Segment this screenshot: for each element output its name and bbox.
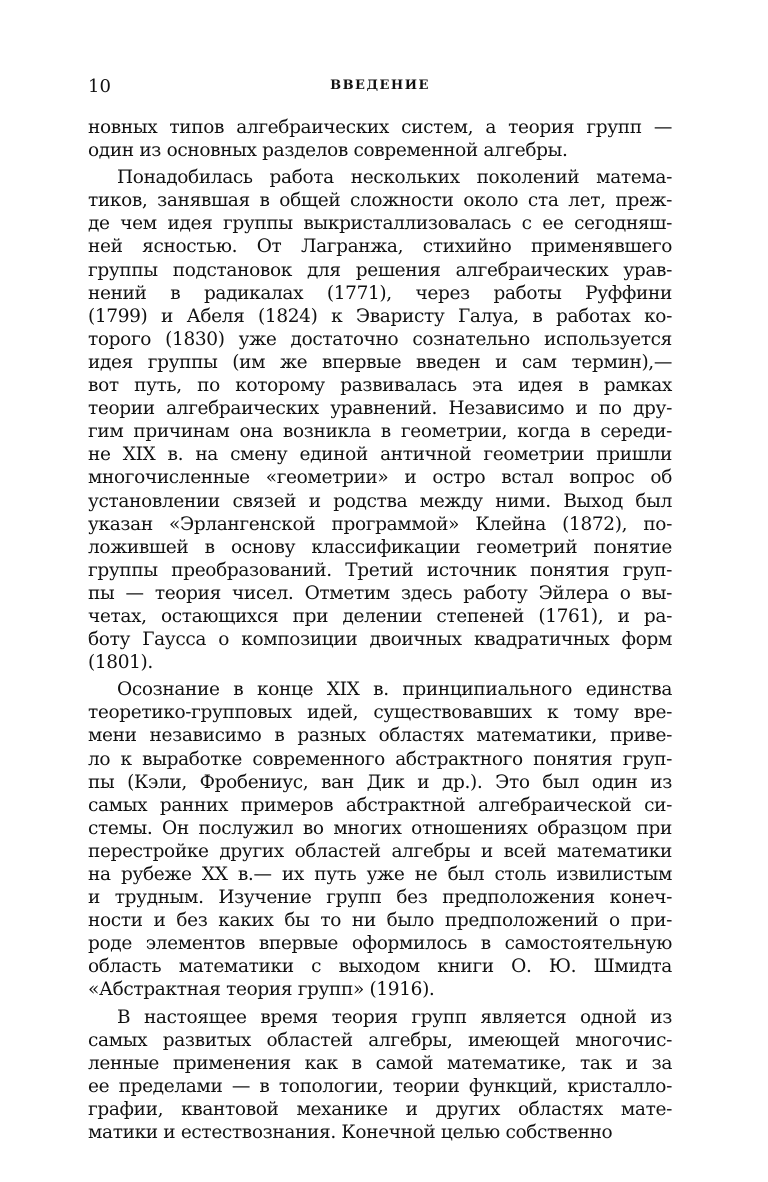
- text-line: ее пределами — в топологии, теории функций, кристалло-: [88, 1075, 672, 1097]
- text-line: стемы. Он послужил во многих отношениях образцом при: [88, 817, 672, 839]
- text-line: группы преобразований. Третий источник понятия груп-: [88, 559, 672, 581]
- text-line: тиков, занявшая в общей сложности около ста лет, преж-: [88, 190, 672, 212]
- text-line: матики и естествознания. Конечной целью собственно: [88, 1122, 613, 1144]
- paragraph: [88, 1006, 672, 1145]
- text-line: ней ясностью. От Лагранжа, стихийно применявшего: [88, 236, 672, 258]
- text-line: Понадобилась работа нескольких поколений матема-: [117, 167, 672, 189]
- paragraph: [88, 116, 672, 162]
- page-number: 10: [88, 76, 111, 97]
- text-line: нений в радикалах (1771), через работы Руффини: [88, 282, 672, 304]
- text-line: самых развитых областей алгебры, имеющей многочис-: [88, 1029, 672, 1051]
- paragraph: [88, 166, 672, 674]
- text-line: теории алгебраических уравнений. Независимо и по дру-: [88, 398, 672, 420]
- text-line: один из основных разделов современной алгебры.: [88, 140, 568, 162]
- text-line: (1801).: [88, 652, 153, 674]
- text-line: гим причинам она возникла в геометрии, когда в середи-: [88, 421, 672, 443]
- text-line: мени независимо в разных областях математики, приве-: [88, 725, 672, 747]
- text-line: не XIX в. на смену единой античной геометрии пришли: [88, 444, 672, 466]
- text-line: группы подстановок для решения алгебраических урав-: [88, 259, 672, 281]
- text-line: на рубеже XX в.— их путь уже не был столь извилистым: [88, 864, 672, 885]
- text-line: новных типов алгебраических систем, а теория групп —: [88, 117, 672, 138]
- running-head: [88, 74, 672, 100]
- text-line: боту Гаусса о композиции двоичных квадратичных форм: [88, 629, 672, 651]
- text-line: ленные применения как в самой математике, так и за: [88, 1052, 672, 1074]
- text-line: (1799) и Абеля (1824) к Эваристу Галуа, в работах ко-: [88, 305, 672, 327]
- text-line: торого (1830) уже достаточно сознательно используется: [88, 328, 672, 350]
- text-line: де чем идея группы выкристаллизовалась с ее сегодняш-: [88, 213, 672, 235]
- text-line: ложившей в основу классификации геометрий понятие: [88, 536, 672, 558]
- text-line: самых ранних примеров абстрактной алгебраической си-: [88, 794, 672, 816]
- text-line: идея группы (им же впервые введен и сам термин),—: [88, 351, 672, 373]
- text-line: ло к выработке современного абстрактного понятия груп-: [88, 748, 672, 770]
- text-line: В настоящее время теория групп является одной из: [117, 1006, 672, 1028]
- text-line: ности и без каких бы то ни было предположений о при-: [88, 910, 672, 932]
- text-line: многочисленные «геометрии» и остро встал вопрос об: [88, 467, 672, 489]
- text-line: и трудным. Изучение групп без предположения конеч-: [88, 887, 672, 909]
- text-line: перестройке других областей алгебры и всей математики: [88, 840, 672, 862]
- text-line: «Абстрактная теория групп» (1916).: [88, 979, 435, 1001]
- section-title: ВВЕДЕНИЕ: [330, 78, 430, 93]
- text-line: четах, остающихся при делении степеней (1761), и ра-: [88, 605, 672, 627]
- text-line: вот путь, по которому развивалась эта идея в рамках: [88, 375, 672, 397]
- text-line: теоретико-групповых идей, существовавших к тому вре-: [88, 702, 672, 724]
- body-text: [88, 116, 672, 1144]
- text-line: роде элементов впервые оформилось в самостоятельную: [88, 933, 672, 955]
- text-line: графии, квантовой механике и других областях мате-: [88, 1098, 672, 1120]
- text-line: указан «Эрлангенской программой» Клейна (1872), по-: [88, 513, 672, 535]
- text-line: пы (Кэли, Фробениус, ван Дик и др.). Это был один из: [88, 771, 672, 793]
- text-line: Осознание в конце XIX в. принципиального единства: [117, 679, 672, 701]
- text-line: область математики с выходом книги О. Ю. Шмидта: [88, 956, 672, 978]
- text-line: установлении связей и родства между ними. Выход был: [88, 490, 672, 512]
- paragraph: [88, 678, 672, 1001]
- text-line: пы — теория чисел. Отметим здесь работу Эйлера о вы-: [88, 582, 672, 604]
